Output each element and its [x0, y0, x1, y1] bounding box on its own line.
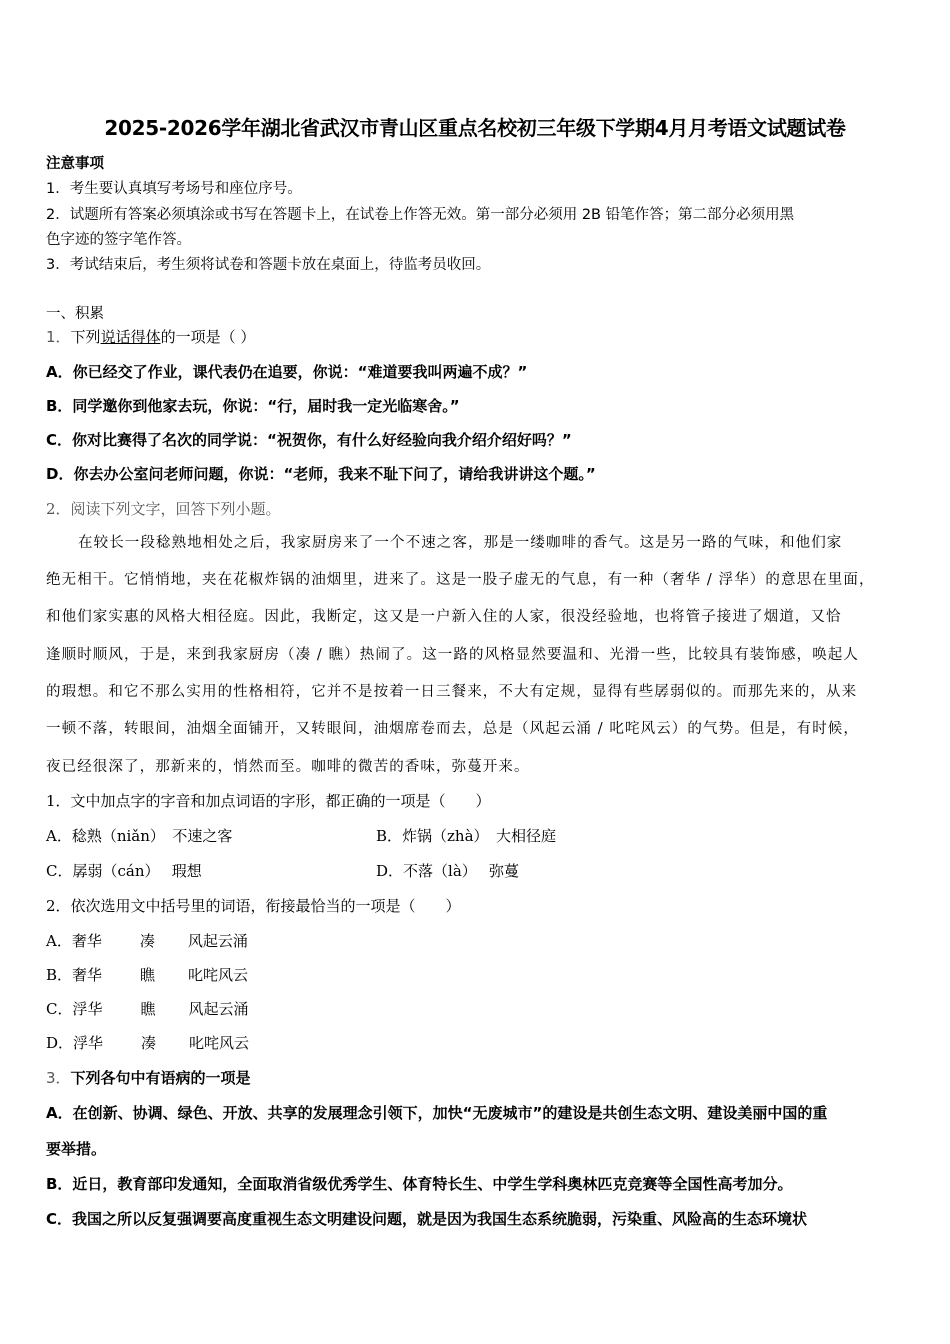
option-word: 叱咤风云	[188, 966, 249, 984]
passage-line: 逢顺时顺风，于是，来到我家厨房（凑 / 瞧）热闹了。这一路的风格显然要温和、光滑一些，比较具有装饰感，唤起人	[46, 647, 859, 663]
question-3-option-a: A．在创新、协调、绿色、开放、共享的发展理念引领下，加快“无废城市”的建设是共创生态文明、建设美丽中国的重	[46, 1104, 828, 1122]
option-letter: B．	[46, 966, 73, 984]
option-word: 瞧	[140, 1000, 156, 1018]
passage-line: 在较长一段稔熟地相处之后，我家厨房来了一个不速之客，那是一缕咖啡的香气。这是另一路的气味，和他们家	[78, 535, 843, 551]
question-text: 下列各句中有语病的一项是	[70, 1069, 251, 1087]
option-word: 凑	[139, 932, 155, 950]
question-3-option-b: B．近日，教育部印发通知，全面取消省级优秀学生、体育特长生、中学生学科奥林匹克竞赛等全国性高考加分。	[46, 1175, 793, 1193]
option-word: 风起云涌	[187, 932, 248, 950]
section-heading: 一、积累	[46, 306, 104, 322]
question-3-option-c: C．我国之所以反复强调要高度重视生态文明建设问题，就是因为我国生态系统脆弱，污染重、风险高的生态环境状	[46, 1210, 808, 1228]
passage-line: 的瑕想。和它不那么实用的性格相符，它并不是按着一日三餐来，不大有定规，显得有些孱弱似的。而那先来的，从来	[46, 684, 858, 700]
question-1-stem	[46, 326, 255, 347]
option-word: 奢华	[71, 932, 102, 950]
question-number: 3．	[46, 1069, 71, 1087]
subquestion-1-option-d: D．不落（là） 弥蔓	[376, 862, 520, 880]
option-word: 风起云涌	[188, 1000, 249, 1018]
subquestion-1-option-b: B．炸锅（zhà） 大相径庭	[376, 827, 557, 845]
notice-item: 3．考试结束后，考生须将试卷和答题卡放在桌面上，待监考员收回。	[46, 257, 491, 273]
question-3-stem	[46, 1067, 251, 1088]
option-letter: A．	[46, 932, 72, 950]
question-2-stem: 2．阅读下列文字，回答下列小题。	[46, 500, 281, 518]
exam-title: 2025-2026学年湖北省武汉市青山区重点名校初三年级下学期4月月考语文试题试卷	[104, 116, 846, 140]
question-text: 的一项是（ ）	[160, 328, 256, 346]
option-word: 瞧	[140, 966, 156, 984]
notice-heading: 注意事项	[46, 156, 104, 172]
question-1-option-a: A．你已经交了作业，课代表仍在追要，你说：“难道要我叫两遍不成？”	[46, 363, 528, 381]
passage-line: 和他们家实惠的风格大相径庭。因此，我断定，这又是一户新入住的人家，很没经验地，也将管子接进了烟道，又恰	[46, 609, 842, 625]
question-text: 下列	[70, 328, 101, 346]
question-1-option-b: B．同学邀你到他家去玩，你说：“行，届时我一定光临寒舍。”	[46, 397, 460, 415]
subquestion-2-option-d	[46, 1032, 249, 1053]
option-word: 浮华	[73, 1034, 104, 1052]
subquestion-2-option-a	[46, 930, 248, 951]
passage-line: 夜已经很深了，那新来的，悄然而至。咖啡的微苦的香味，弥蔓开来。	[46, 759, 530, 775]
underlined-term: 说话得体	[100, 328, 161, 346]
question-number: 1．	[46, 328, 71, 346]
subquestion-1-option-c: C．孱弱（cán） 瑕想	[46, 862, 202, 880]
option-word: 奢华	[72, 966, 103, 984]
subquestion-1-option-a: A．稔熟（niǎn） 不速之客	[46, 827, 233, 845]
subquestion-2-option-b	[46, 964, 248, 985]
option-letter: D．	[46, 1034, 74, 1052]
subquestion-2-stem: 2．依次选用文中括号里的词语，衔接最恰当的一项是（ ）	[46, 897, 461, 915]
question-3-option-a-cont: 要举措。	[46, 1140, 107, 1158]
passage-line: 一顿不落，转眼间，油烟全面铺开，又转眼间，油烟席卷而去，总是（风起云涌 / 叱咤风云）的气势。但是，有时候，	[46, 721, 859, 737]
subquestion-1-stem: 1．文中加点字的字音和加点词语的字形，都正确的一项是（ ）	[46, 792, 491, 810]
notice-item: 1．考生要认真填写考场号和座位序号。	[46, 181, 302, 197]
option-word: 凑	[141, 1034, 157, 1052]
subquestion-2-option-c	[46, 998, 249, 1019]
notice-item: 色字迹的签字笔作答。	[46, 232, 191, 248]
question-1-option-c: C．你对比赛得了名次的同学说：“祝贺你，有什么好经验向我介绍介绍好吗？”	[46, 431, 572, 449]
question-1-option-d: D．你去办公室问老师问题，你说：“老师，我来不耻下问了，请给我讲讲这个题。”	[46, 465, 596, 483]
passage-line: 绝无相干。它悄悄地，夹在花椒炸锅的油烟里，进来了。这是一股子虚无的气息，有一种（奢华 / 浮华）的意思在里面，	[46, 572, 875, 588]
option-word: 浮华	[72, 1000, 103, 1018]
notice-item: 2．试题所有答案必须填涂或书写在答题卡上，在试卷上作答无效。第一部分必须用 2B 铅笔作答；第二部分必须用黑	[46, 207, 795, 223]
option-letter: C．	[46, 1000, 73, 1018]
option-word: 叱咤风云	[189, 1034, 250, 1052]
